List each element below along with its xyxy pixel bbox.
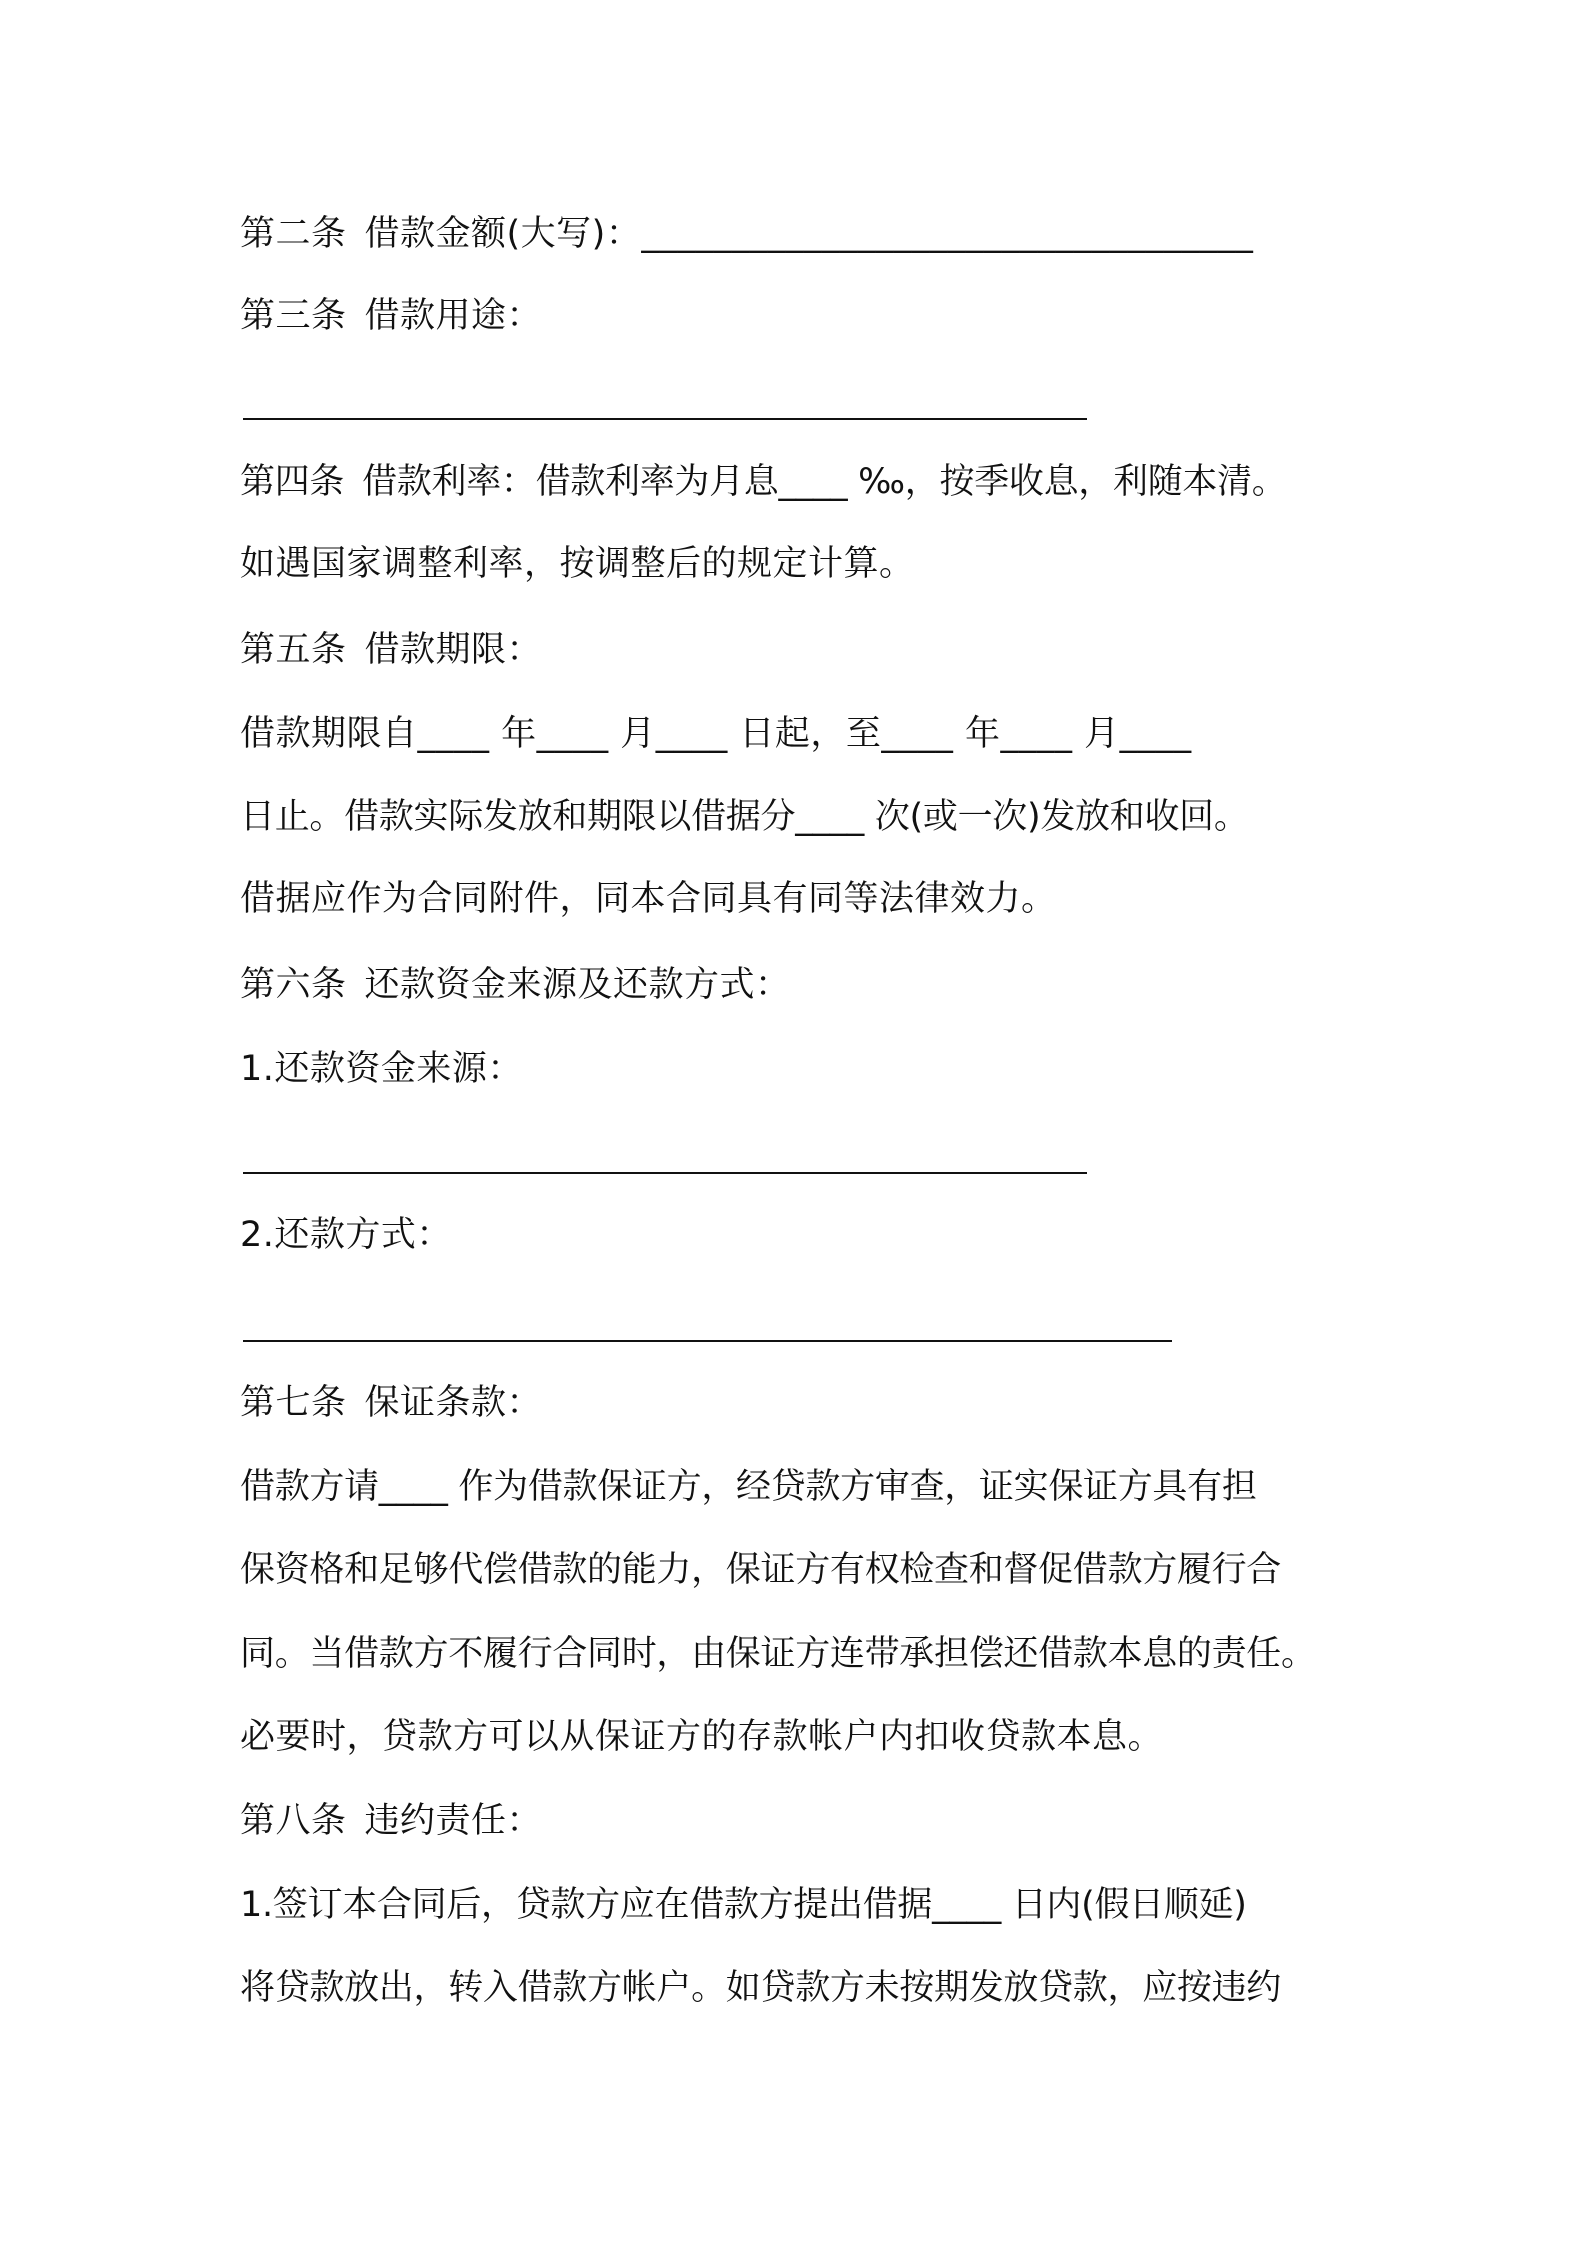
clause-8-breach: 第八条 违约责任：	[240, 1801, 543, 1841]
interest-adjustment-line: 如遇国家调整利率，按调整后的规定计算。	[240, 544, 915, 584]
repayment-source-label: 1.还款资金来源：	[240, 1049, 523, 1089]
blank-line-repayment-method	[243, 1340, 1172, 1342]
loan-disbursement-line: 日止。借款实际发放和期限以借据分____ 次(或一次)发放和收回。	[240, 797, 1249, 837]
guarantee-line-1: 借款方请____ 作为借款保证方，经贷款方审查，证实保证方具有担	[240, 1467, 1257, 1507]
clause-4-interest-rate: 第四条 借款利率：借款利率为月息____ ‰，按季收息，利随本清。	[240, 462, 1287, 502]
blank-line-repayment-source	[243, 1172, 1087, 1174]
receipt-attachment-line: 借据应作为合同附件，同本合同具有同等法律效力。	[240, 879, 1057, 919]
guarantee-line-4: 必要时，贷款方可以从保证方的存款帐户内扣收贷款本息。	[240, 1717, 1164, 1757]
clause-3-loan-purpose: 第三条 借款用途：	[240, 296, 543, 336]
guarantee-line-3: 同。当借款方不履行合同时，由保证方连带承担偿还借款本息的责任。	[240, 1634, 1316, 1674]
blank-line-loan-purpose	[243, 418, 1087, 420]
clause-6-repayment: 第六条 还款资金来源及还款方式：	[240, 965, 791, 1005]
breach-line-1: 1.签订本合同后，贷款方应在借款方提出借据____ 日内(假日顺延)	[240, 1885, 1247, 1925]
breach-line-2: 将贷款放出，转入借款方帐户。如贷款方未按期发放贷款，应按违约	[240, 1968, 1282, 2008]
loan-term-dates-line: 借款期限自____ 年____ 月____ 日起，至____ 年____ 月____	[240, 714, 1192, 754]
clause-5-loan-term: 第五条 借款期限：	[240, 630, 543, 670]
guarantee-line-2: 保资格和足够代偿借款的能力，保证方有权检查和督促借款方履行合	[240, 1550, 1282, 1590]
repayment-method-label: 2.还款方式：	[240, 1215, 452, 1255]
clause-2-loan-amount: 第二条 借款金额(大写)：__________________________________	[240, 214, 1254, 254]
clause-7-guarantee: 第七条 保证条款：	[240, 1383, 543, 1423]
